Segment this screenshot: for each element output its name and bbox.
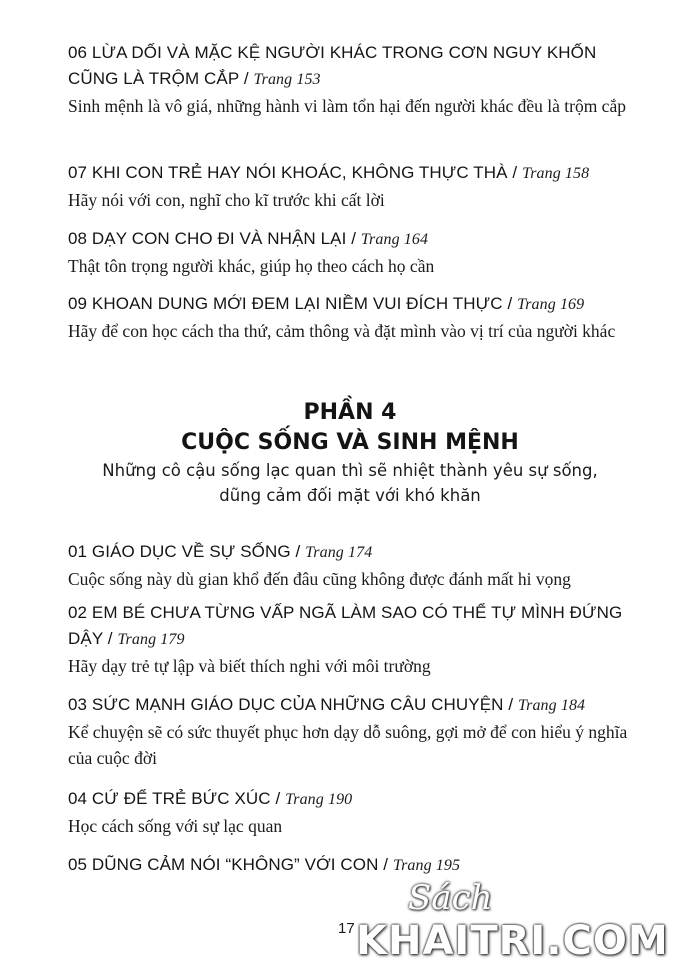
toc-entry (68, 226, 648, 279)
toc-entry (68, 291, 648, 344)
toc-page-ref: Trang 158 (522, 165, 590, 182)
toc-entry-description: Hãy để con học cách tha thứ, cảm thông và đặt mình vào vị trí của người khác (68, 321, 616, 341)
toc-entry (68, 852, 648, 879)
toc-page-ref: Trang 169 (517, 296, 585, 313)
toc-entry-description: Hãy dạy trẻ tự lập và biết thích nghi với môi trường (68, 656, 431, 676)
toc-entry-description: Kể chuyện sẽ có sức thuyết phục hơn dạy dỗ suông, gợi mở để con hiểu ý nghĩa của cuộc đời (68, 722, 628, 768)
toc-page-ref: Trang 153 (253, 71, 321, 88)
toc-entry-title: 09 KHOAN DUNG MỚI ĐEM LẠI NIỀM VUI ĐÍCH THỰC / Trang 169 (68, 294, 585, 313)
toc-entry-title: 04 CỨ ĐỂ TRẺ BỨC XÚC / Trang 190 (68, 789, 353, 808)
toc-entry-title: 02 EM BÉ CHƯA TỪNG VẤP NGÃ LÀM SAO CÓ THỂ TỰ MÌNH ĐỨNG DẬY / Trang 179 (68, 603, 623, 648)
toc-entry-title: 03 SỨC MẠNH GIÁO DỤC CỦA NHỮNG CÂU CHUYỆN / Trang 184 (68, 695, 586, 714)
toc-entry (68, 40, 648, 119)
part-title: CUỘC SỐNG VÀ SINH MỆNH (181, 430, 519, 455)
toc-entry-title: 05 DŨNG CẢM NÓI “KHÔNG” VỚI CON / Trang 195 (68, 855, 461, 874)
toc-entry (68, 600, 648, 679)
watermark-main-text: KHAITRI.COM (356, 918, 669, 964)
toc-entry-title: 08 DẠY CON CHO ĐI VÀ NHẬN LẠI / Trang 164 (68, 229, 429, 248)
toc-page-ref: Trang 179 (117, 631, 185, 648)
part-heading (0, 398, 700, 508)
toc-entry-title: 01 GIÁO DỤC VỀ SỰ SỐNG / Trang 174 (68, 542, 373, 561)
toc-entry (68, 692, 648, 771)
toc-page-ref: Trang 174 (305, 544, 373, 561)
part-subtitle-line: dũng cảm đối mặt với khó khăn (219, 486, 481, 505)
toc-entry-description: Hãy nói với con, nghĩ cho kĩ trước khi cất lời (68, 190, 385, 210)
toc-page-ref: Trang 195 (392, 857, 461, 874)
toc-entry-description: Thật tôn trọng người khác, giúp họ theo cách họ cần (68, 256, 435, 276)
toc-entry-title: 06 LỪA DỐI VÀ MẶC KỆ NGƯỜI KHÁC TRONG CƠN NGUY KHỐN CŨNG LÀ TRỘM CẮP / Trang 153 (68, 43, 597, 88)
toc-page-ref: Trang 164 (360, 231, 429, 248)
page-number: 17 (338, 920, 355, 937)
toc-entry-title: 07 KHI CON TRẺ HAY NÓI KHOÁC, KHÔNG THỰC THÀ / Trang 158 (68, 163, 590, 182)
part-label: PHẦN 4 (303, 400, 397, 425)
toc-entry (68, 786, 648, 839)
watermark-logo (356, 878, 686, 974)
toc-entry-description: Học cách sống với sự lạc quan (68, 816, 283, 836)
part-subtitle (0, 458, 700, 508)
toc-entry (68, 160, 648, 213)
toc-page-ref: Trang 184 (518, 697, 586, 714)
part-subtitle-line: Những cô cậu sống lạc quan thì sẽ nhiệt thành yêu sự sống, (102, 461, 598, 480)
toc-entry (68, 539, 648, 592)
toc-entry-description: Cuộc sống này dù gian khổ đến đâu cũng không được đánh mất hi vọng (68, 569, 571, 589)
toc-entry-description: Sinh mệnh là vô giá, những hành vi làm tổn hại đến người khác đều là trộm cắp (68, 96, 626, 116)
watermark-script-text: Sách (408, 878, 493, 918)
toc-page-ref: Trang 190 (285, 791, 353, 808)
